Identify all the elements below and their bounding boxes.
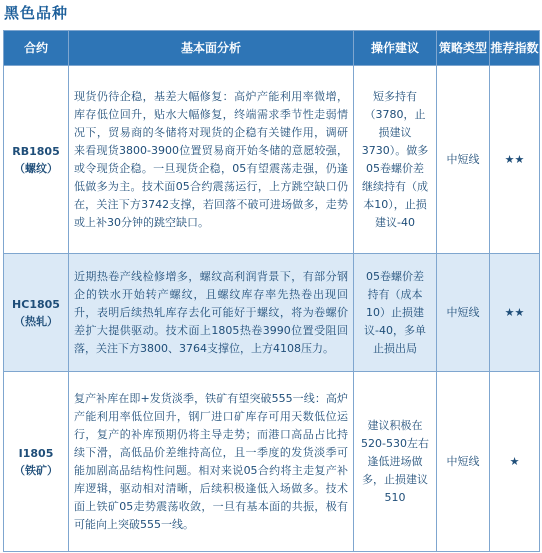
analysis-cell: 复产补库在即+发货淡季，铁矿有望突破555一线：高炉产能利用率低位回升，钢厂进口矿库存可用天数低位运行，复产的补库预期仍将主导走势；而港口高品占比持续下滑，高低品价差维持高位，且一季度的发货淡季可能加剧高品结构性问题。相对来说05合约将主走复产补库逻辑，驱动相对清晰，后续积极逢低入场做多。技术面上铁矿05走势震荡收敛，一旦有基本面的共振，极有可能向上突破555一线。 [69,372,354,552]
contract-cell [4,372,69,552]
advice-cell: 短多持有（3780，止损建议3730）。做多05卷螺价差继续持有（成本10），止损建议-40 [354,66,437,254]
strategy-cell: 中短线 [437,66,490,254]
analysis-cell: 现货仍待企稳，基差大幅修复：高炉产能利用率微增，库存低位回升，贴水大幅修复，终端需求季节性走弱情况下，贸易商的冬储将对现货的企稳有关键作用，调研来看现货3800-3900位置贸易商开始冬储的意愿较强，或令现货企稳。一旦现货企稳，05有望震荡走强，仍逢低做多为主。技术面05合约震荡运行，上方跳空缺口仍在，关注下方3742支撑，若回落不破可进场做多，走势或上补30分钟的跳空缺口。 [69,66,354,254]
strategy-cell: 中短线 [437,254,490,372]
strategy-cell: 中短线 [437,372,490,552]
advice-cell: 建议积极在520-530左右逢低进场做多，止损建议510 [354,372,437,552]
header-advice: 操作建议 [354,31,437,66]
contract-name: （螺纹） [14,161,58,175]
section-title: 黑色品种 [4,4,69,22]
header-analysis: 基本面分析 [69,31,354,66]
table-header-row [4,31,540,66]
header-rating: 推荐指数 [490,31,540,66]
contract-code: I1805 [18,446,54,460]
analysis-cell: 近期热卷产线检修增多，螺纹高利润背景下，有部分钢企的铁水开始转产螺纹，且螺纹库存率先热卷出现回升，表明后续热轧库存去化可能好于螺纹，将为卷螺价差扩大提供驱动。技术面上1805热卷3990位置受阻回落，关注下方3800、3764支撑位，上方4108压力。 [69,254,354,372]
contract-name: （热轧） [14,314,58,328]
table-row [4,372,540,552]
table-row [4,66,540,254]
table-row [4,254,540,372]
header-contract: 合约 [4,31,69,66]
contract-cell [4,66,69,254]
header-strategy: 策略类型 [437,31,490,66]
contract-name: （铁矿） [14,463,58,477]
contract-code: HC1805 [12,297,60,311]
rating-stars: ★★ [490,66,540,254]
advice-cell: 05卷螺价差持有（成本10）止损建议-40，多单止损出局 [354,254,437,372]
recommendation-table [3,30,540,552]
contract-cell [4,254,69,372]
rating-stars: ★ [490,372,540,552]
contract-code: RB1805 [12,144,60,158]
rating-stars: ★★ [490,254,540,372]
